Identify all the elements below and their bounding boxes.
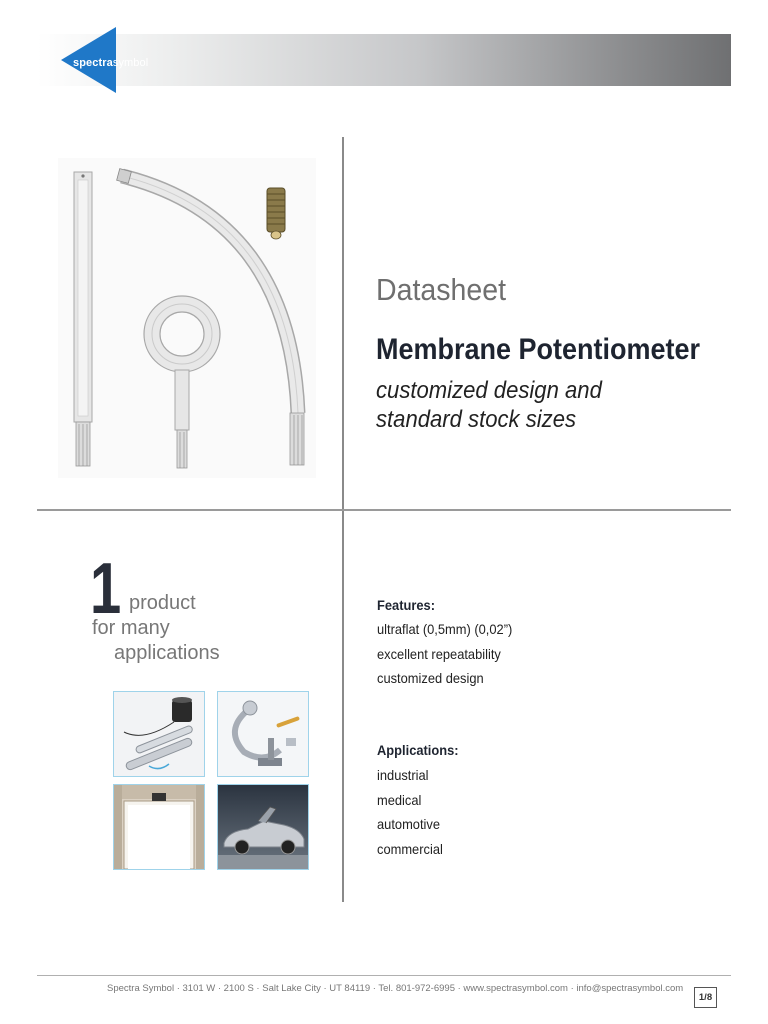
feature-item: customized design <box>377 670 484 686</box>
application-item: medical <box>377 791 422 808</box>
feature-item: excellent repeatability <box>377 645 501 662</box>
logo-regular-text: symbol <box>112 57 149 69</box>
medical-application-photo <box>217 691 309 777</box>
application-item: industrial <box>377 767 429 783</box>
datasheet-label: Datasheet <box>376 272 507 307</box>
industrial-application-photo <box>113 691 205 777</box>
tagline-line-1: product <box>129 592 196 614</box>
application-item: commercial <box>377 840 443 857</box>
applications-list <box>377 767 449 865</box>
tagline-line-3: applications <box>114 642 220 664</box>
horizontal-divider <box>37 509 731 511</box>
brand-logo[interactable] <box>73 57 148 69</box>
tagline-line-2: for many <box>92 617 170 639</box>
application-item: automotive <box>377 816 441 832</box>
membrane-potentiometer-products-image <box>58 158 316 478</box>
logo-bold-text: spectra <box>73 57 113 69</box>
page-subtitle <box>376 376 602 434</box>
features-list <box>377 621 524 695</box>
footer-divider <box>37 975 731 976</box>
subtitle-line-1: customized design and <box>376 377 602 404</box>
feature-item: ultraflat (0,5mm) (0,02”) <box>377 621 513 637</box>
page-number: 1/8 <box>694 987 717 1008</box>
automotive-application-photo <box>217 784 309 870</box>
commercial-application-photo <box>113 784 205 870</box>
footer-contact[interactable]: Spectra Symbol · 3101 W · 2100 S · Salt Lake City · UT 84119 · Tel. 801-972-6995 · www.spectrasymbol.com · info@spectrasymbol.com <box>107 983 684 994</box>
applications-heading: Applications: <box>377 742 459 758</box>
vertical-divider <box>342 137 344 902</box>
tagline-number: 1 <box>90 549 122 629</box>
page-title: Membrane Potentiometer <box>376 333 701 366</box>
features-heading: Features: <box>377 597 435 613</box>
subtitle-line-2: standard stock sizes <box>376 406 577 433</box>
